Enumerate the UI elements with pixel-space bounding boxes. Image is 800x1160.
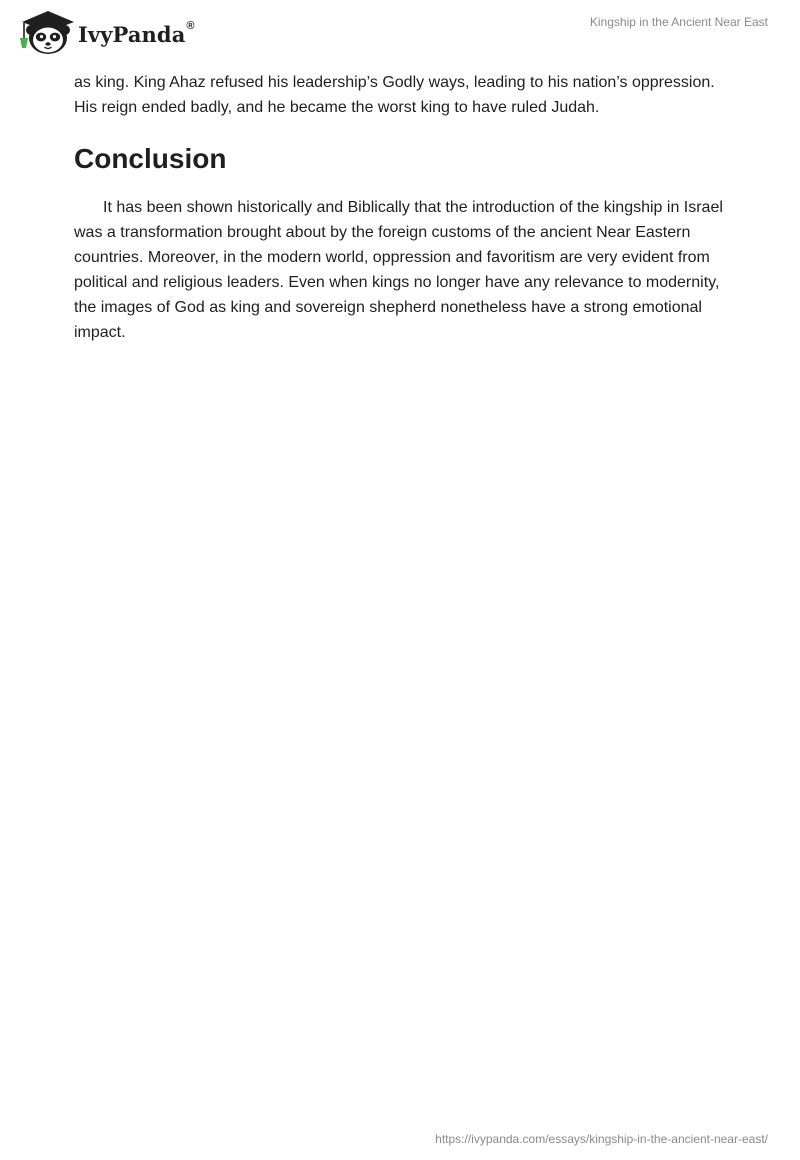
continued-paragraph: as king. King Ahaz refused his leadership’s Godly ways, leading to his nation’s oppression. His reign ended badly, and he became the worst king to have ruled Judah. bbox=[74, 74, 715, 116]
page-header bbox=[0, 0, 800, 64]
section-heading-conclusion: Conclusion bbox=[74, 143, 227, 174]
conclusion-paragraph: It has been shown historically and Biblically that the introduction of the kingship in Israel was a transformation brought about by the foreign customs of the ancient Near Eastern countries. Moreover, in the modern world, oppression and favoritism are very evident from political and religious leaders. Even when kings no longer have any relevance to modernity, the images of God as king and sovereign shepherd nonetheless have a strong emotional impact. bbox=[74, 199, 723, 341]
panda-graduation-cap-icon bbox=[14, 8, 76, 58]
essay-content bbox=[74, 70, 734, 345]
document-title: Kingship in the Ancient Near East bbox=[589, 15, 768, 29]
source-url[interactable]: https://ivypanda.com/essays/kingship-in-the-ancient-near-east/ bbox=[435, 1132, 768, 1146]
ivypanda-logo[interactable] bbox=[14, 8, 195, 58]
brand-name: IvyPanda® bbox=[78, 19, 195, 47]
registered-mark: ® bbox=[186, 19, 195, 32]
